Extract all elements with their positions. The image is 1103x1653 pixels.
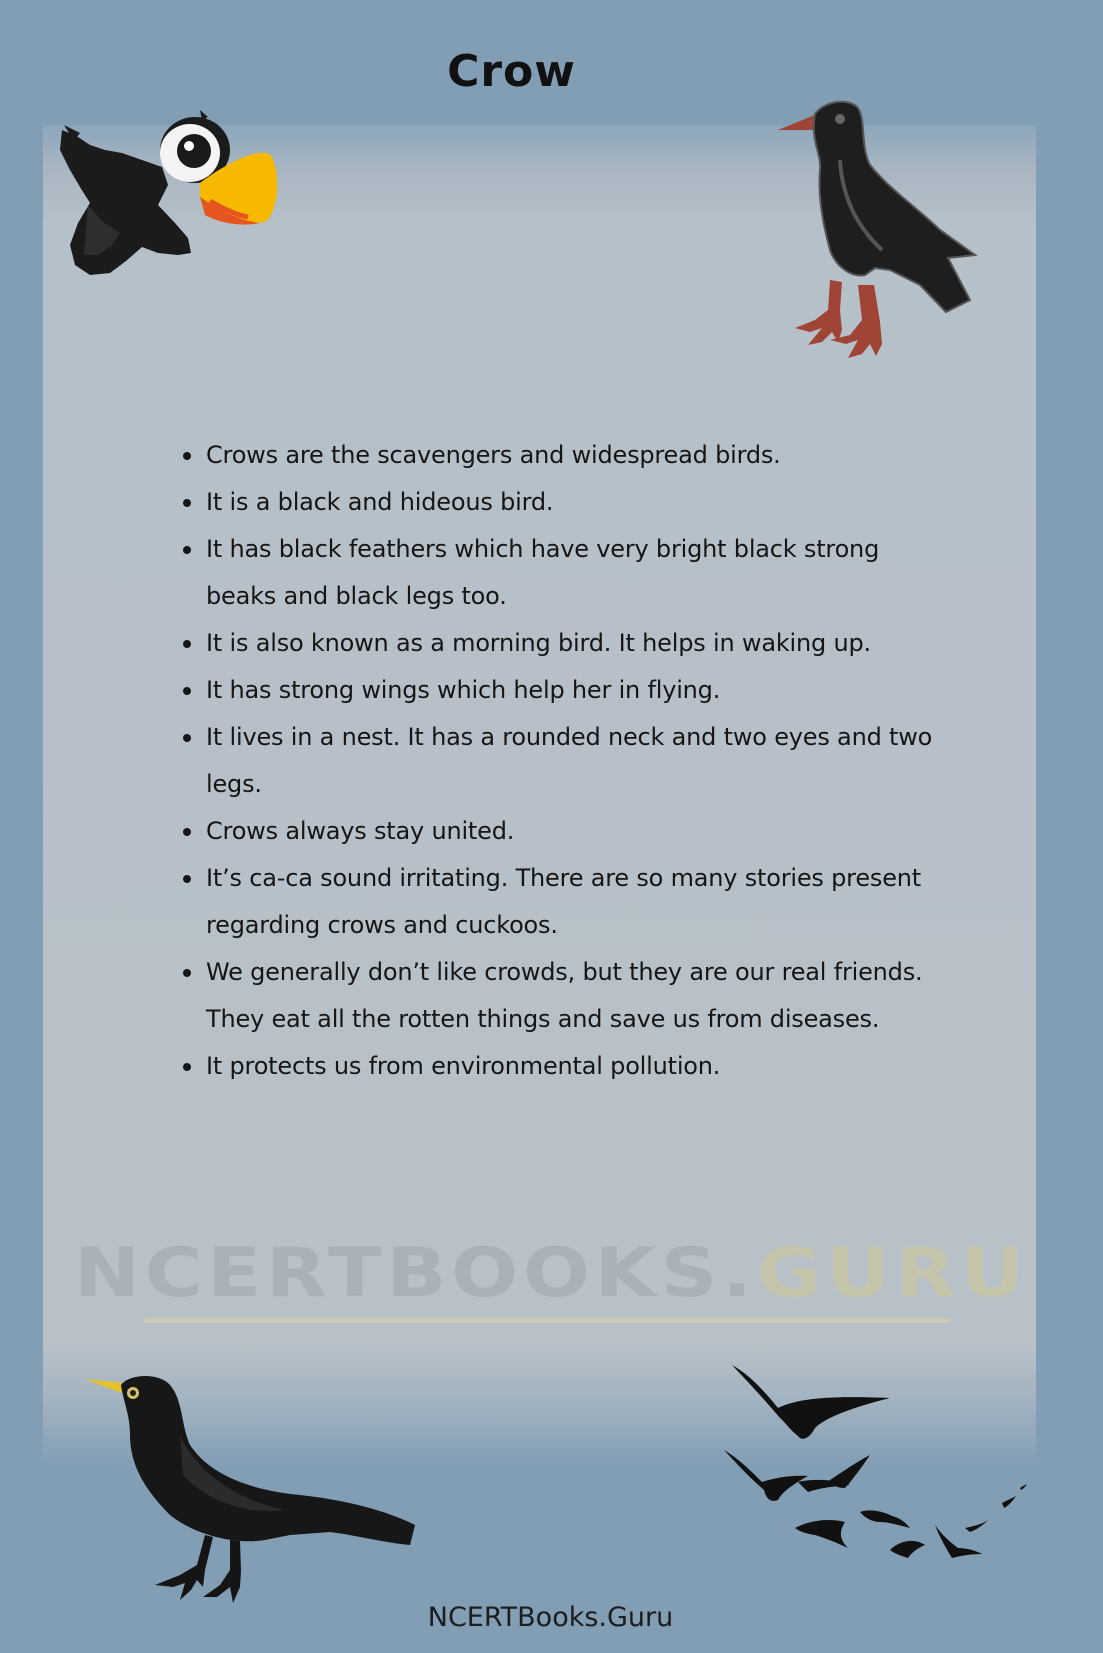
list-item: Crows are the scavengers and widespread birds. — [180, 432, 940, 479]
footer-site-name: NCERTBooks.Guru — [427, 1602, 674, 1633]
list-item: It is a black and hideous bird. — [180, 479, 940, 526]
crow-facts-list — [180, 432, 940, 1090]
flying-birds-icon — [720, 1360, 1030, 1580]
list-item: It has black feathers which have very bright black strong beaks and black legs too. — [180, 526, 940, 620]
cartoon-crow-icon — [50, 105, 280, 290]
list-item: Crows always stay united. — [180, 808, 940, 855]
list-item: We generally don’t like crowds, but they are our real friends. They eat all the rotten things and save us from diseases. — [180, 949, 940, 1043]
watermark-logo — [74, 1232, 1034, 1332]
list-item: It lives in a nest. It has a rounded neck and two eyes and two legs. — [180, 714, 940, 808]
list-item: It protects us from environmental pollution. — [180, 1043, 940, 1090]
list-item: It’s ca-ca sound irritating. There are so many stories present regarding crows and cuckoos. — [180, 855, 940, 949]
svg-text:NCERTBOOKS.GURU: NCERTBOOKS. GURU — [74, 1234, 992, 1313]
standing-crow-icon — [770, 100, 995, 380]
list-item: It is also known as a morning bird. It helps in waking up. — [180, 620, 940, 667]
page-title: Crow — [447, 46, 576, 97]
blackbird-icon — [85, 1375, 425, 1625]
list-item: It has strong wings which help her in flying. — [180, 667, 940, 714]
